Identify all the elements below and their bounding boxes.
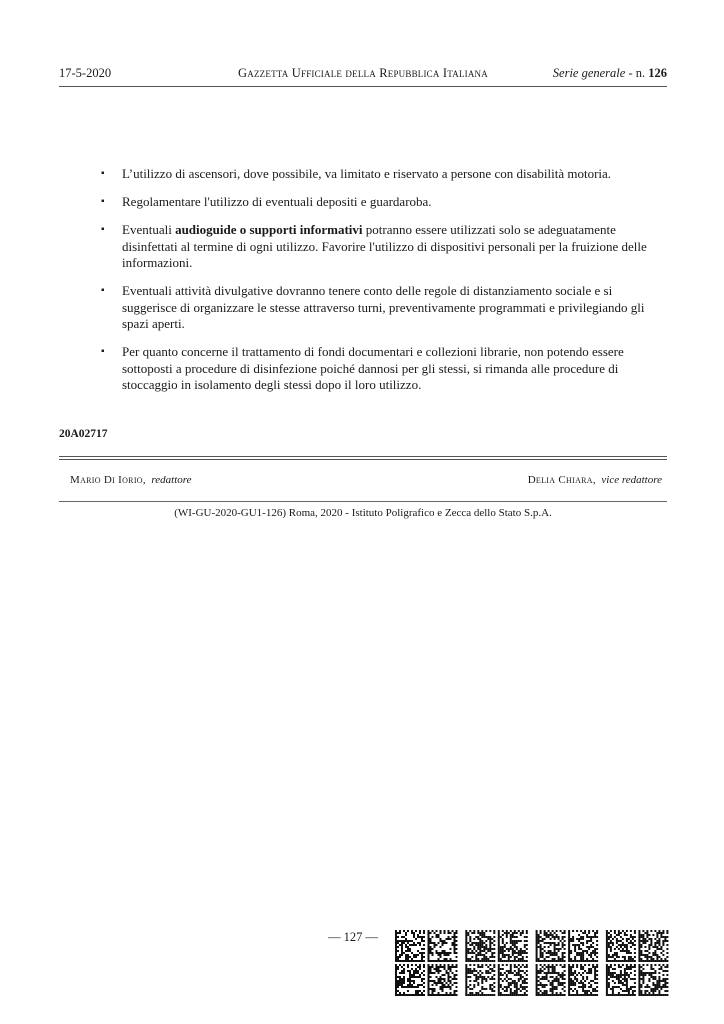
- header-rule: [59, 86, 667, 87]
- footer-rule: [59, 501, 667, 502]
- list-item: [98, 222, 664, 272]
- header-title: Gazzetta Ufficiale della Repubblica Italiana: [238, 66, 488, 80]
- series-separator: - n.: [625, 66, 649, 80]
- editor-right: [528, 474, 662, 486]
- header-series: [553, 66, 667, 81]
- bullet-text-continued: potranno essere utilizzati solo se adeguatamente disinfettati al termine di ogni utilizzo. Favorire l'utilizzo di dispositivi personali per la fruizione delle informazioni.: [122, 222, 647, 270]
- editor-left-role: redattore: [151, 474, 192, 486]
- double-rule-top: [59, 456, 667, 457]
- imprint-line: (WI-GU-2020-GU1-126) Roma, 2020 - Istituto Poligrafico e Zecca dello Stato S.p.A.: [174, 507, 552, 519]
- bullet-text: Eventuali attività divulgative dovranno tenere conto delle regole di distanziamento sociale e si suggerisce di organizzare le stesse attraverso turni, preventivamente programmati e privilegiando gli spazi aperti.: [122, 283, 645, 331]
- double-rule-bottom: [59, 459, 667, 460]
- bullet-text: L’utilizzo di ascensori, dove possibile, va limitato e riservato a persone con disabilità motoria.: [122, 166, 612, 181]
- bullet-text: Regolamentare l'utilizzo di eventuali depositi e guardaroba.: [122, 194, 432, 209]
- list-item: [98, 166, 664, 183]
- series-number: 126: [648, 66, 667, 80]
- bullet-icon: ▪: [101, 196, 105, 207]
- list-item: [98, 194, 664, 211]
- editor-right-role: vice redattore: [601, 474, 662, 486]
- editor-left-name: Mario Di Iorio,: [70, 474, 146, 486]
- list-item: [98, 344, 664, 394]
- list-item: [98, 283, 664, 333]
- bullet-icon: ▪: [101, 224, 105, 235]
- bullet-text: Eventuali: [122, 222, 176, 237]
- bullet-icon: ▪: [101, 346, 105, 357]
- bullet-list: [98, 166, 664, 405]
- bullet-icon: ▪: [101, 285, 105, 296]
- page-header: [59, 66, 667, 84]
- bullet-text: Per quanto concerne il trattamento di fondi documentari e collezioni librarie, non potendo essere sottoposti a procedure di disinfezione poiché dannosi per gli stessi, si rimanda alle procedure di stoccaggio in isolamento degli stessi dopo il loro utilizzo.: [122, 344, 624, 392]
- header-date: 17-5-2020: [59, 66, 112, 80]
- editor-right-name: Delia Chiara,: [527, 474, 596, 486]
- editor-left: [70, 474, 192, 486]
- datamatrix-barcode-icon: [395, 930, 670, 998]
- bullet-bold-text: audioguide o supporti informativi: [175, 222, 363, 237]
- page-number: — 127 —: [328, 930, 378, 944]
- document-code: 20A02717: [59, 428, 108, 440]
- bullet-icon: ▪: [101, 168, 105, 179]
- series-label: Serie generale: [552, 66, 626, 80]
